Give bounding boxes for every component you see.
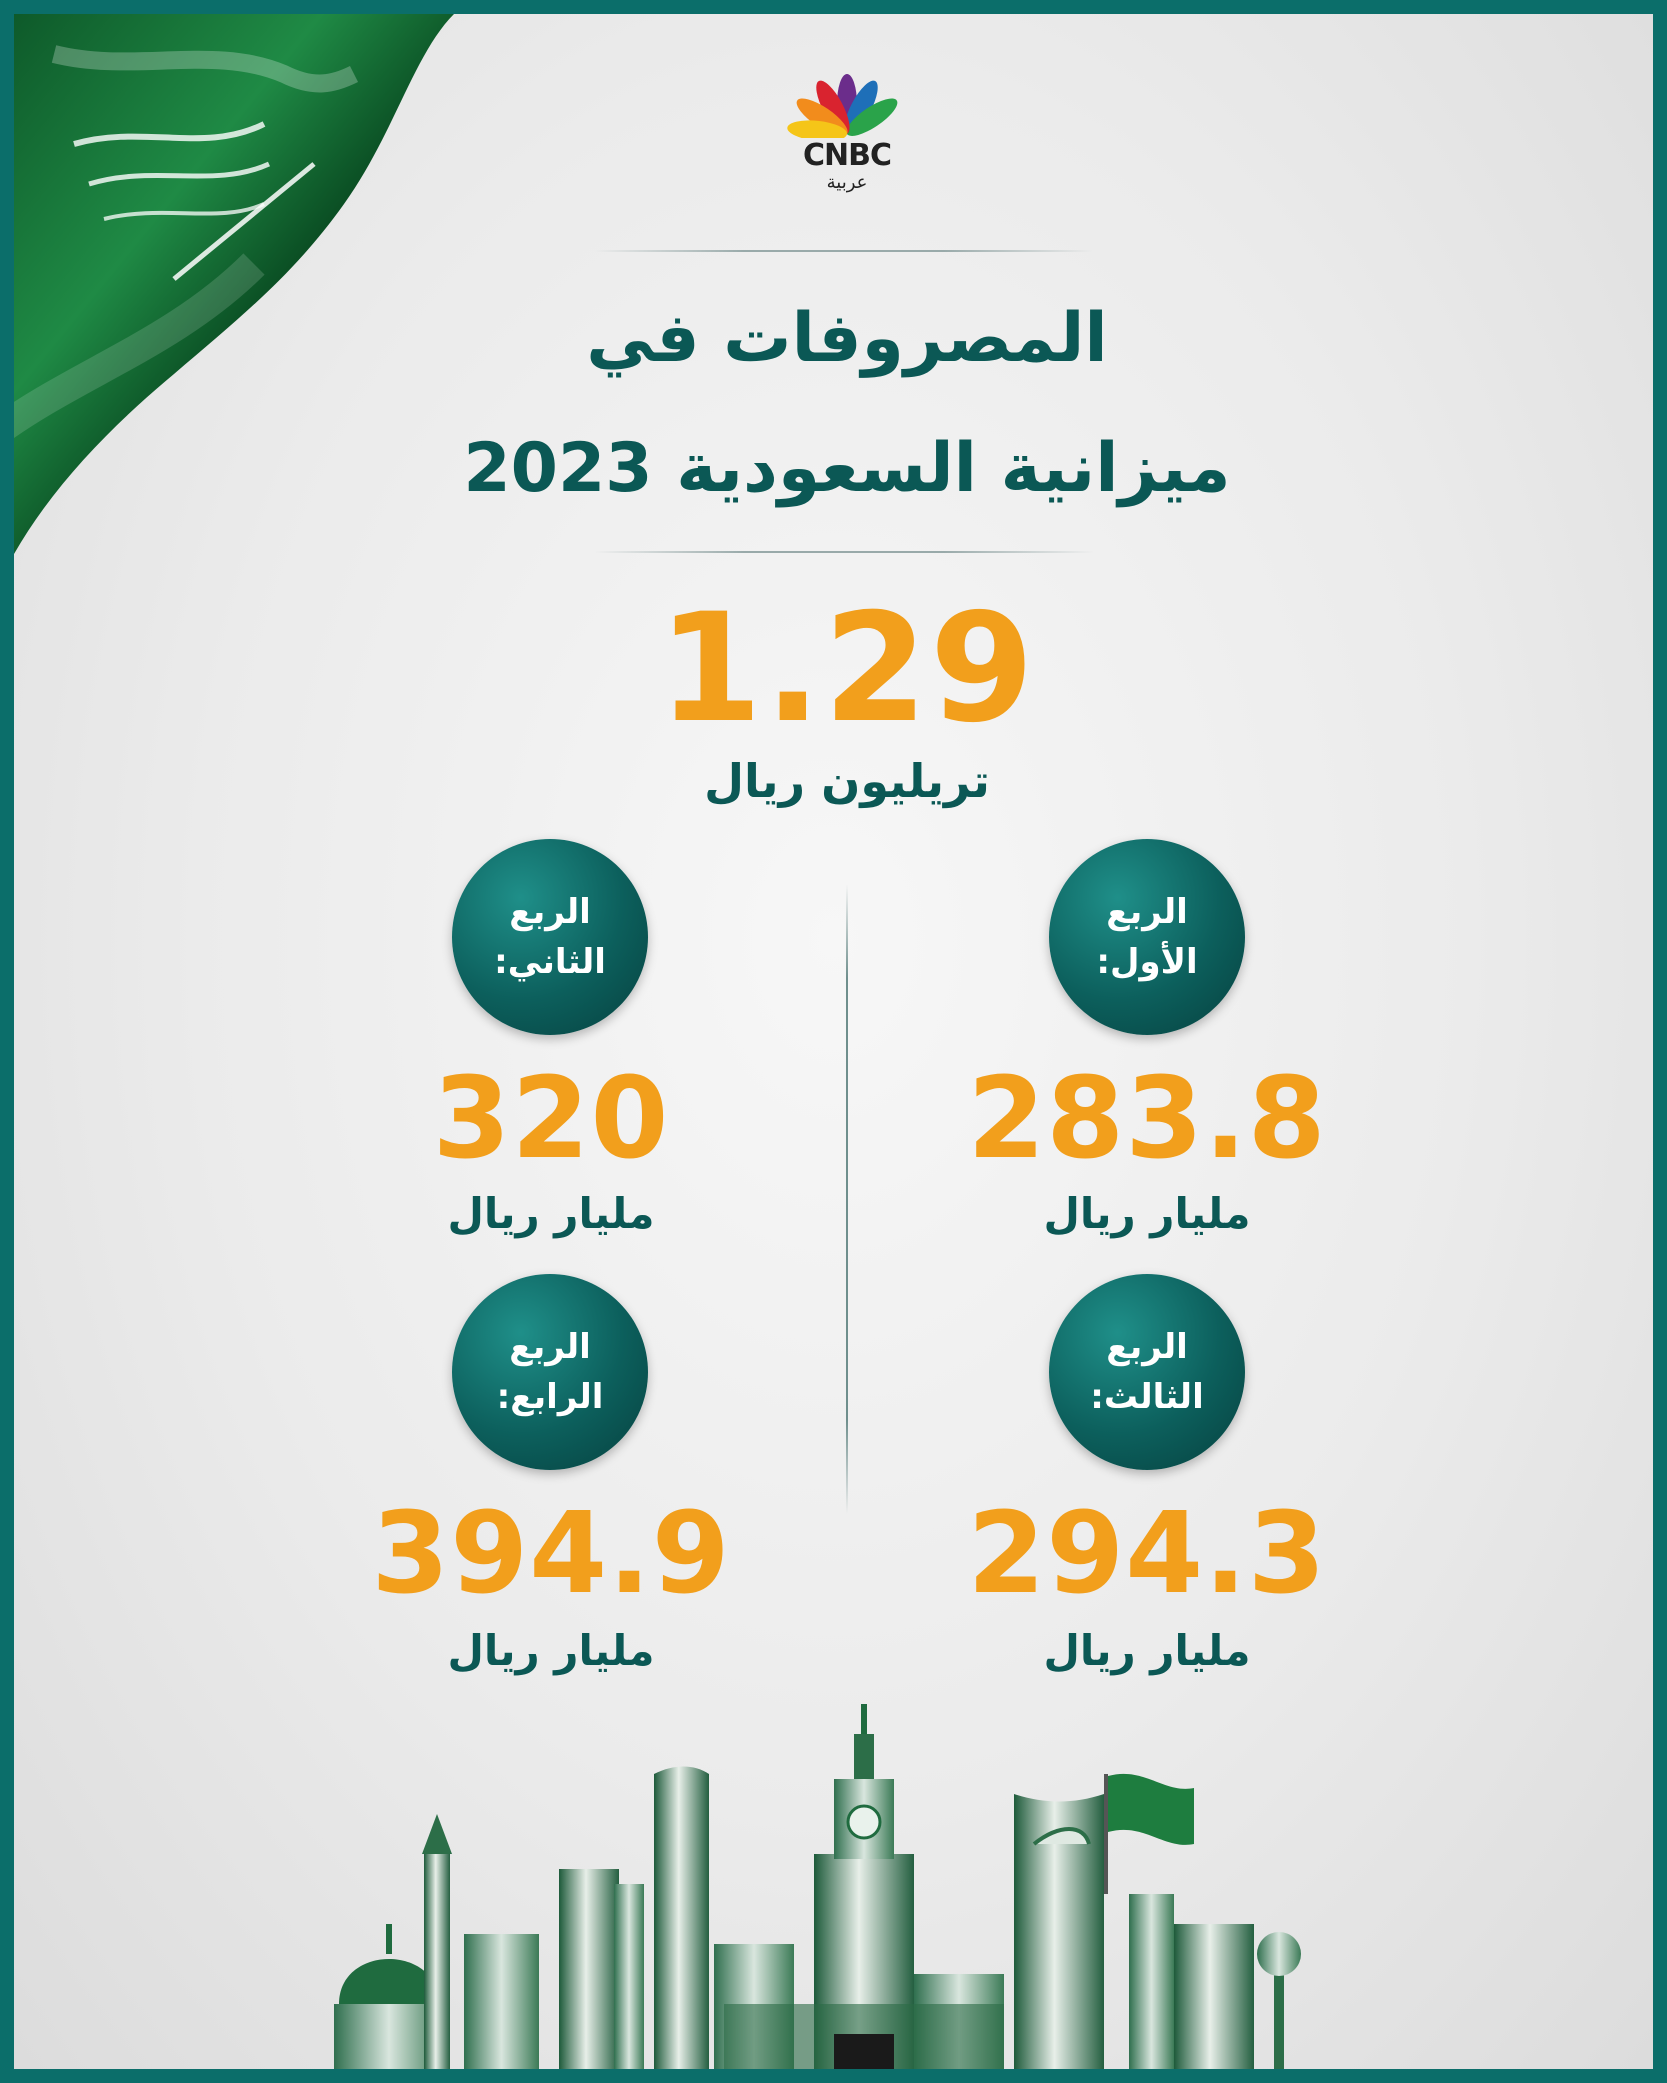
quarter-label: الأول: [1096,942,1198,982]
quarter-4-unit: مليار ريال [447,1626,655,1675]
quarter-label: الربع [509,1327,591,1367]
quarter-label: الثاني: [494,942,606,982]
title-line-1: المصروفات في [586,299,1108,378]
top-divider [594,250,1094,252]
quarter-label: الثالث: [1090,1377,1204,1417]
quarter-2-unit: مليار ريال [447,1189,655,1238]
quarter-2-badge [452,839,648,1035]
quarter-3-badge [1049,1274,1245,1470]
quarter-1-badge [1049,839,1245,1035]
total-value: 1.29 [657,582,1037,756]
quarter-2-value: 320 [432,1054,670,1184]
quarter-3-unit: مليار ريال [1043,1626,1251,1675]
quarter-label: الربع [1106,1327,1188,1367]
quarter-1-unit: مليار ريال [1043,1189,1251,1238]
title-line-2: ميزانية السعودية 2023 [463,429,1231,508]
saudi-skyline-illustration [314,1704,1394,2083]
quarter-1-value: 283.8 [967,1054,1327,1184]
quarter-4-value: 394.9 [371,1489,731,1619]
title-divider [594,551,1094,553]
quarter-3-value: 294.3 [967,1489,1327,1619]
quarter-label: الربع [509,892,591,932]
logo-subtitle: عربية [826,172,868,193]
quarter-label: الرابع: [496,1377,604,1417]
logo-brand: CNBC [802,138,891,173]
quarter-4-badge [452,1274,648,1470]
column-divider [846,884,848,1514]
total-unit: تريليون ريال [704,754,990,808]
cnbc-arabia-logo [747,64,947,194]
quarter-label: الربع [1106,892,1188,932]
peacock-icon [787,64,907,138]
